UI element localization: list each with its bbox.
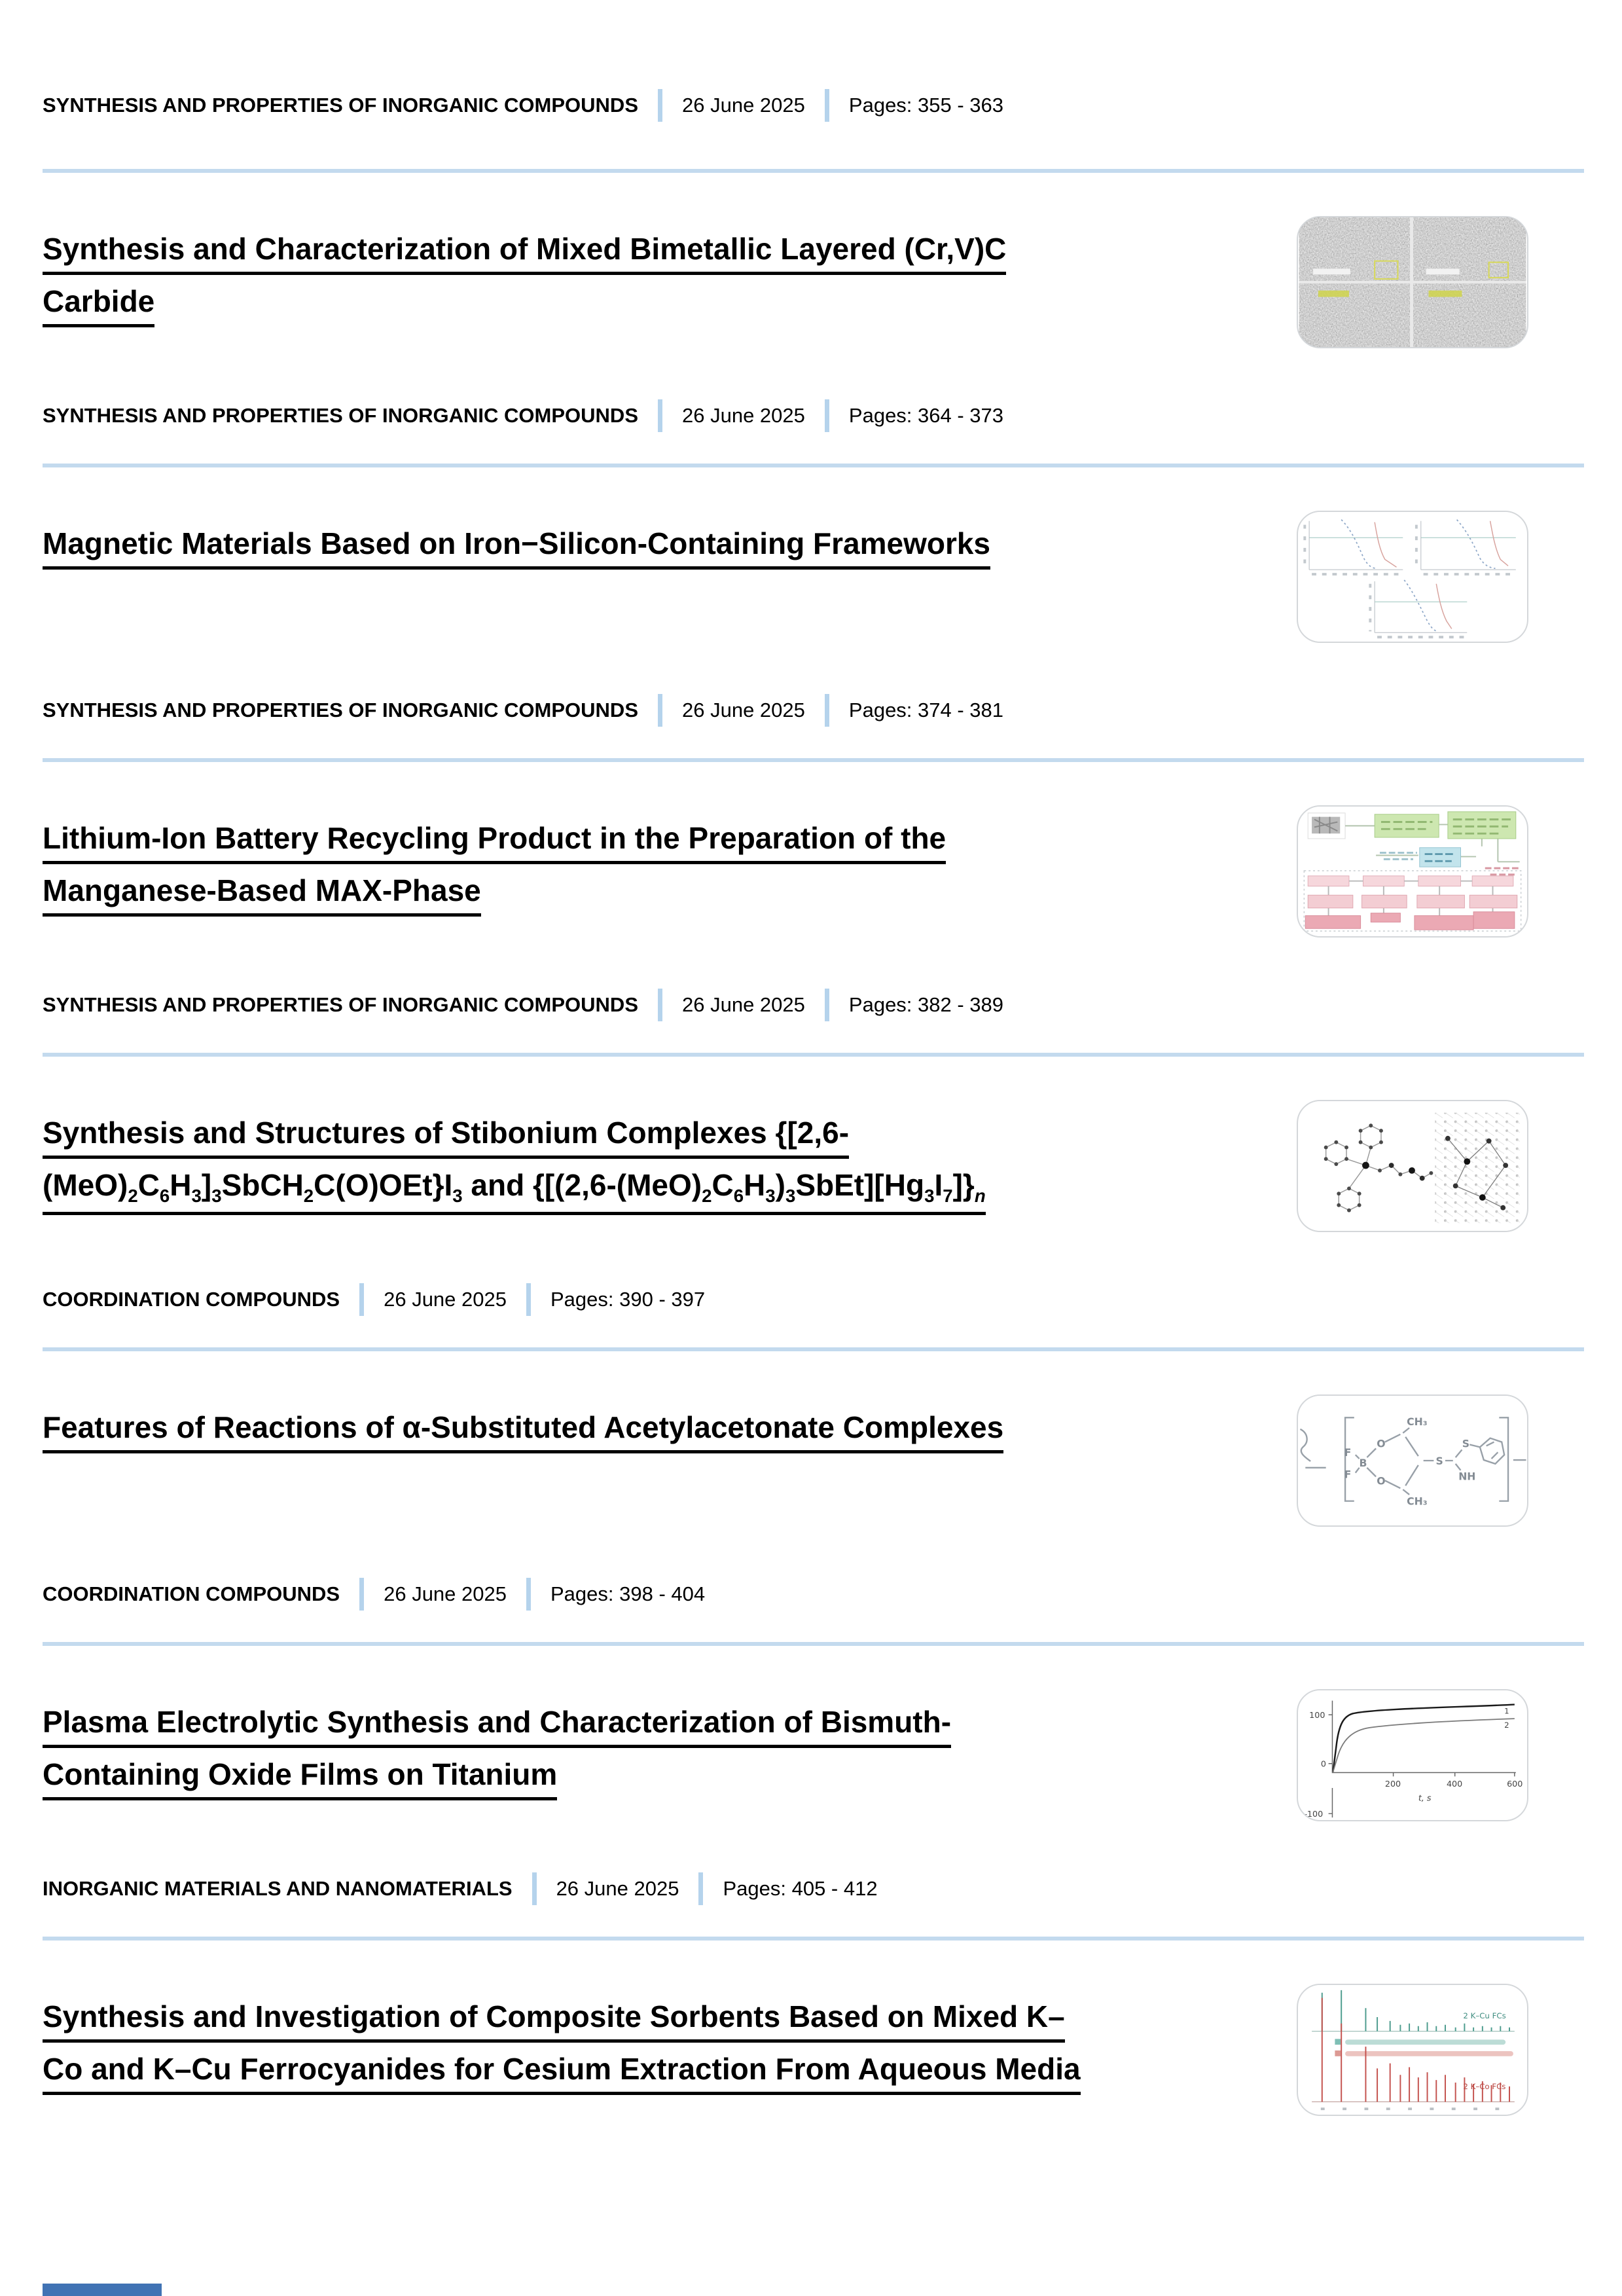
article-meta [43,989,1584,1021]
page-range: Pages: 405 - 412 [723,1877,878,1900]
magnetization-curve-plots [1298,512,1527,642]
separator-bar [359,1578,364,1611]
category-link[interactable]: COORDINATION COMPOUNDS [43,1288,340,1311]
svg-text:CH₃: CH₃ [1407,1495,1428,1508]
page-range: Pages: 382 - 389 [848,993,1004,1016]
title-line: Magnetic Materials Based on Iron−Silicon-Containing Frameworks [43,520,990,570]
page-range: Pages: 374 - 381 [848,699,1004,721]
chemical-structure-scheme [1298,1396,1527,1525]
page-range: Pages: 390 - 397 [550,1288,706,1311]
category-link[interactable]: SYNTHESIS AND PROPERTIES OF INORGANIC COMPOUNDS [43,404,638,427]
category-link[interactable]: COORDINATION COMPOUNDS [43,1582,340,1605]
article-meta [43,1872,1584,1905]
article-meta [43,89,1584,122]
publish-date: 26 June 2025 [682,699,805,721]
article-thumbnail[interactable] [1297,1394,1528,1527]
svg-text:F: F [1344,1468,1352,1481]
article-title-link[interactable] [43,1404,1240,1456]
separator-bar [825,694,829,727]
page-range: Pages: 355 - 363 [848,94,1004,117]
separator-bar [698,1872,703,1905]
category-link[interactable]: SYNTHESIS AND PROPERTIES OF INORGANIC COMPOUNDS [43,993,638,1016]
svg-text:0: 0 [1320,1759,1326,1770]
title-line: Lithium-Ion Battery Recycling Product in the Preparation of the [43,814,946,864]
article-title-link[interactable] [43,1109,1240,1218]
article-entry [43,520,1584,762]
title-line: Synthesis and Investigation of Composite Sorbents Based on Mixed K– [43,1993,1065,2043]
publish-date: 26 June 2025 [682,404,805,427]
title-line: Synthesis and Characterization of Mixed Bimetallic Layered (Cr,V)C [43,225,1006,275]
publish-date: 26 June 2025 [384,1288,507,1311]
title-line: Manganese-Based MAX-Phase [43,867,481,917]
section-divider [43,1937,1584,1941]
svg-text:O: O [1377,1437,1386,1450]
separator-bar [526,1283,531,1316]
current-vs-time-plot [1298,1690,1527,1820]
publish-date: 26 June 2025 [556,1877,679,1900]
category-link[interactable]: SYNTHESIS AND PROPERTIES OF INORGANIC COMPOUNDS [43,699,638,721]
title-line: Plasma Electrolytic Synthesis and Characterization of Bismuth- [43,1698,951,1748]
xrd-patterns-two-phases [1298,1985,1527,2115]
separator-bar [532,1872,537,1905]
svg-text:400: 400 [1446,1779,1463,1790]
article-title-link[interactable] [43,520,1240,572]
article-title-link[interactable] [43,1993,1240,2098]
article-thumbnail[interactable] [1297,1689,1528,1821]
article-meta [43,399,1584,432]
panel-divider-h [1299,281,1526,283]
svg-text:S: S [1462,1437,1470,1450]
article-entry [43,1698,1584,1941]
svg-text:CH₃: CH₃ [1407,1415,1428,1429]
top-article-meta-block [43,0,1584,173]
svg-text:t, s: t, s [1418,1793,1432,1804]
svg-text:B: B [1359,1456,1367,1469]
separator-bar [658,989,662,1021]
article-meta [43,1578,1584,1611]
section-divider [43,758,1584,762]
plot-background [1299,1690,1526,1820]
page-bottom-banner [43,2284,162,2296]
article-thumbnail[interactable] [1297,216,1528,348]
section-divider [43,464,1584,467]
article-entry [43,814,1584,1057]
title-line: Containing Oxide Films on Titanium [43,1751,557,1800]
article-thumbnail[interactable] [1297,805,1528,938]
category-link[interactable]: SYNTHESIS AND PROPERTIES OF INORGANIC COMPOUNDS [43,94,638,117]
separator-bar [526,1578,531,1611]
svg-text:600: 600 [1507,1779,1523,1790]
title-line: Co and K–Cu Ferrocyanides for Cesium Extraction From Aqueous Media [43,2045,1081,2095]
crystal-structure-diagrams [1298,1101,1527,1231]
lattice-pattern-right [1435,1113,1519,1224]
publish-date: 26 June 2025 [682,94,805,117]
article-thumbnail[interactable] [1297,1100,1528,1232]
separator-bar [825,89,829,122]
svg-text:O: O [1377,1474,1386,1487]
section-divider [43,1642,1584,1646]
svg-text:F: F [1344,1446,1352,1459]
title-line: $(MeO)_2C_6H_3]_3SbCH_2C(O)OEt\}I_3$ and $\{[(2,6-(MeO)_2C_6H_3)_3SbEt][Hg_3I_7]\}_n$ [43,1161,986,1215]
page-range: Pages: 398 - 404 [550,1582,706,1605]
publish-date: 26 June 2025 [384,1582,507,1605]
separator-bar [825,989,829,1021]
article-entry [43,1404,1584,1646]
category-link[interactable]: INORGANIC MATERIALS AND NANOMATERIALS [43,1877,513,1900]
article-title-link[interactable] [43,814,1240,919]
article-thumbnail[interactable] [1297,1984,1528,2116]
article-title-link[interactable] [43,225,1240,330]
article-entry [43,1109,1584,1351]
article-thumbnail[interactable] [1297,511,1528,643]
article-entry [43,1993,1584,2151]
separator-bar [658,89,662,122]
title-line: Features of Reactions of α-Substituted Acetylacetonate Complexes [43,1404,1003,1453]
article-title-link[interactable] [43,1698,1240,1803]
svg-text:S: S [1435,1454,1443,1467]
svg-text:-100: -100 [1304,1810,1324,1820]
svg-text:100: 100 [1309,1711,1325,1721]
svg-text:1: 1 [1504,1706,1509,1716]
separator-bar [658,694,662,727]
xrd-bottom-label: 2 K–Co FCs [1463,2081,1506,2091]
publish-date: 26 June 2025 [682,993,805,1016]
article-entry [43,225,1584,467]
separator-bar [658,399,662,432]
svg-text:NH: NH [1458,1470,1476,1483]
page-range: Pages: 364 - 373 [848,404,1004,427]
battery-recycling-flowchart [1298,807,1527,936]
separator-bar [359,1283,364,1316]
section-divider [43,169,1584,173]
svg-text:200: 200 [1384,1779,1401,1790]
section-divider [43,1347,1584,1351]
svg-text:2: 2 [1504,1720,1509,1730]
article-meta [43,1283,1584,1316]
separator-bar [825,399,829,432]
sem-micrograph-2x2-grid [1298,217,1527,347]
article-meta [43,694,1584,727]
xrd-top-label: 2 K–Cu FCs [1463,2011,1506,2020]
title-line: Carbide [43,278,154,327]
section-divider [43,1053,1584,1057]
title-line: Synthesis and Structures of Stibonium Complexes {[2,6- [43,1109,849,1159]
